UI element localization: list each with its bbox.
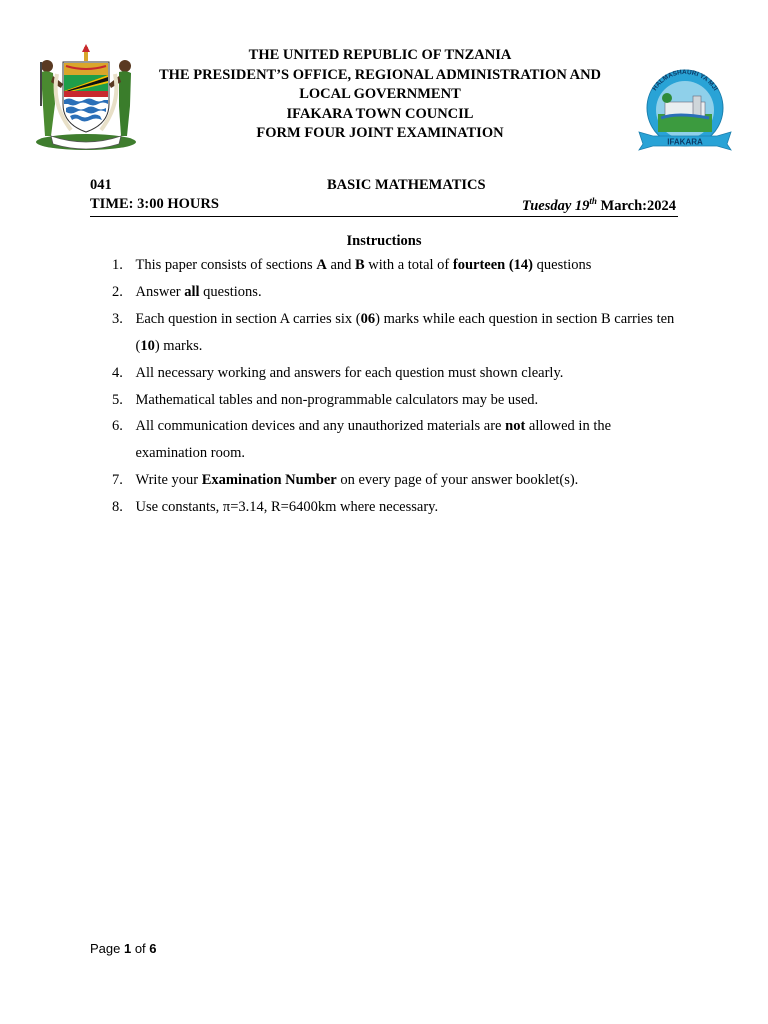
instruction-item	[108, 387, 686, 414]
emblem-arc-text: HALMASHAURI YA MJI	[651, 68, 719, 93]
header-country: THE UNITED REPUBLIC OF TNZANIA	[248, 47, 512, 63]
exam-date-day: Tuesday 19	[521, 197, 590, 214]
instruction-text: ) marks while each question in section B carries ten (	[135, 310, 675, 354]
subject-name: BASIC MATHEMATICS	[327, 177, 486, 193]
footer-page-current: 1	[123, 941, 132, 956]
instruction-number: 2.	[112, 283, 123, 300]
instruction-emphasis: 06	[360, 310, 376, 327]
footer-page-word: Page	[90, 941, 124, 956]
instructions-heading: Instructions	[346, 233, 422, 249]
instruction-text: ) marks.	[154, 337, 203, 354]
instruction-item	[108, 413, 686, 467]
instruction-item	[108, 306, 686, 360]
council-emblem-logo	[637, 66, 733, 154]
instruction-text: This paper consists of sections	[135, 257, 317, 273]
coat-of-arms-logo	[33, 44, 139, 152]
instruction-emphasis: Examination Number	[201, 472, 337, 489]
instruction-text: allowed in the examination room.	[135, 418, 612, 462]
header-council: IFAKARA TOWN COUNCIL	[286, 105, 474, 122]
instruction-number: 5.	[112, 391, 123, 408]
instruction-text: questions.	[199, 283, 262, 300]
instruction-item	[108, 494, 686, 521]
instruction-number: 1.	[112, 257, 123, 273]
instruction-emphasis: A	[316, 257, 327, 273]
exam-duration: TIME: 3:00 HOURS	[90, 196, 219, 212]
left-supporter-figure	[40, 60, 63, 136]
instruction-text: Answer	[135, 283, 185, 300]
instruction-text: and	[326, 257, 355, 273]
instruction-number: 6.	[112, 418, 123, 435]
instruction-text: All communication devices and any unauthorized materials are	[135, 418, 506, 435]
page-number-footer	[90, 941, 157, 956]
exam-date-suffix: th	[589, 196, 597, 206]
instruction-text: Each question in section A carries six (	[135, 310, 361, 327]
exam-meta-row-1	[90, 177, 678, 197]
instruction-emphasis: 10	[140, 337, 155, 354]
instruction-item	[108, 467, 686, 494]
instruction-item	[108, 360, 686, 387]
emblem-ribbon-text: IFAKARA	[667, 137, 703, 147]
right-supporter-figure	[109, 60, 131, 136]
header-title-block	[140, 46, 620, 144]
instruction-item	[108, 252, 686, 279]
instruction-number: 4.	[112, 364, 123, 381]
instruction-number: 3.	[112, 310, 123, 327]
instruction-emphasis: all	[184, 283, 200, 300]
footer-page-total: 6	[149, 941, 157, 956]
exam-date-rest: March:2024	[596, 197, 676, 214]
shield	[63, 62, 109, 132]
instruction-number: 8.	[112, 499, 123, 516]
instruction-text: Mathematical tables and non-programmable calculators may be used.	[135, 391, 539, 408]
instruction-text: All necessary working and answers for each question must shown clearly.	[135, 364, 564, 381]
header-office-cont: LOCAL GOVERNMENT	[299, 86, 461, 102]
instruction-text: Use constants, π=3.14, R=6400km where necessary.	[135, 499, 439, 516]
instruction-item	[108, 279, 686, 306]
exam-date	[522, 196, 676, 215]
instructions-list	[108, 252, 686, 521]
instruction-emphasis: not	[505, 418, 526, 435]
footer-of-word: of	[131, 941, 150, 956]
instruction-text: Write your	[135, 472, 202, 489]
instruction-number: 7.	[112, 472, 123, 489]
instruction-text: with a total of	[364, 257, 453, 273]
instruction-emphasis: fourteen (14)	[452, 257, 534, 273]
exam-meta-row-2	[90, 196, 678, 217]
instruction-emphasis: B	[355, 257, 365, 273]
instruction-text: questions	[533, 257, 592, 273]
subject-code: 041	[90, 177, 112, 193]
instruction-text: on every page of your answer booklet(s).	[336, 472, 579, 489]
header-office: THE PRESIDENT’S OFFICE, REGIONAL ADMINISTRATION AND	[158, 66, 602, 83]
header-exam-name: FORM FOUR JOINT EXAMINATION	[256, 125, 504, 141]
